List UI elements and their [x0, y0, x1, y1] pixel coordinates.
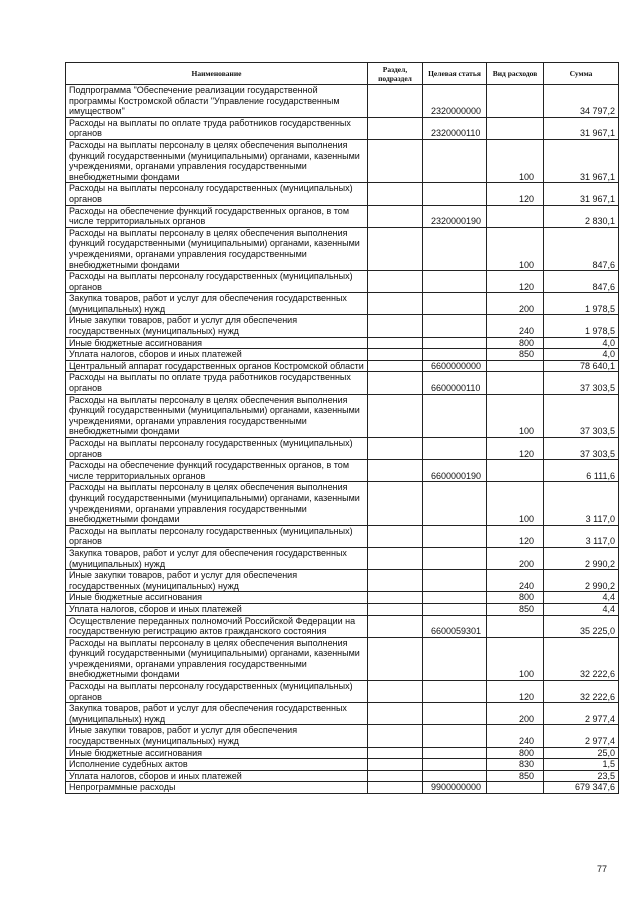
table-row	[66, 117, 619, 139]
table-row	[66, 725, 619, 747]
cell-expense-type: 100	[487, 637, 544, 680]
cell-target-article	[423, 271, 487, 293]
table-row	[66, 460, 619, 482]
cell-razdel	[368, 117, 423, 139]
cell-name: Осуществление переданных полномочий Российской Федерации на государственную регистрацию актов гражданского состояния	[66, 615, 368, 637]
cell-sum: 31 967,1	[544, 183, 619, 205]
cell-sum: 35 225,0	[544, 615, 619, 637]
cell-target-article	[423, 747, 487, 759]
cell-razdel	[368, 637, 423, 680]
cell-sum: 1,5	[544, 759, 619, 771]
cell-razdel	[368, 315, 423, 337]
cell-name: Уплата налогов, сборов и иных платежей	[66, 603, 368, 615]
header-row	[66, 63, 619, 85]
cell-sum: 32 222,6	[544, 637, 619, 680]
cell-razdel	[368, 460, 423, 482]
table-row	[66, 372, 619, 394]
header-razdel: Раздел, подраздел	[368, 63, 423, 85]
budget-table-container	[65, 62, 618, 794]
cell-expense-type	[487, 360, 544, 372]
cell-sum: 6 111,6	[544, 460, 619, 482]
cell-sum: 78 640,1	[544, 360, 619, 372]
table-row	[66, 360, 619, 372]
cell-expense-type: 850	[487, 349, 544, 361]
cell-name: Расходы на выплаты персоналу государственных (муниципальных) органов	[66, 681, 368, 703]
table-row	[66, 603, 619, 615]
cell-target-article	[423, 592, 487, 604]
cell-sum: 25,0	[544, 747, 619, 759]
cell-sum: 2 990,2	[544, 547, 619, 569]
cell-name: Уплата налогов, сборов и иных платежей	[66, 349, 368, 361]
cell-target-article	[423, 547, 487, 569]
cell-target-article	[423, 438, 487, 460]
table-body	[66, 85, 619, 794]
cell-sum: 4,0	[544, 337, 619, 349]
cell-name: Исполнение судебных актов	[66, 759, 368, 771]
table-row	[66, 227, 619, 270]
header-name: Наименование	[66, 63, 368, 85]
cell-sum: 4,4	[544, 603, 619, 615]
cell-sum: 3 117,0	[544, 525, 619, 547]
cell-name: Закупка товаров, работ и услуг для обеспечения государственных (муниципальных) нужд	[66, 293, 368, 315]
cell-razdel	[368, 372, 423, 394]
cell-razdel	[368, 337, 423, 349]
cell-razdel	[368, 85, 423, 118]
table-row	[66, 637, 619, 680]
cell-expense-type: 100	[487, 139, 544, 182]
table-row	[66, 547, 619, 569]
cell-expense-type: 120	[487, 525, 544, 547]
cell-name: Иные бюджетные ассигнования	[66, 337, 368, 349]
cell-expense-type: 100	[487, 227, 544, 270]
cell-razdel	[368, 525, 423, 547]
table-header	[66, 63, 619, 85]
table-row	[66, 315, 619, 337]
cell-target-article	[423, 227, 487, 270]
table-row	[66, 770, 619, 782]
cell-name: Центральный аппарат государственных органов Костромской области	[66, 360, 368, 372]
cell-target-article	[423, 183, 487, 205]
cell-razdel	[368, 570, 423, 592]
cell-expense-type: 240	[487, 315, 544, 337]
cell-expense-type	[487, 85, 544, 118]
cell-target-article	[423, 770, 487, 782]
cell-target-article	[423, 681, 487, 703]
table-row	[66, 570, 619, 592]
cell-sum: 1 978,5	[544, 293, 619, 315]
cell-target-article: 6600059301	[423, 615, 487, 637]
cell-sum: 31 967,1	[544, 117, 619, 139]
table-row	[66, 293, 619, 315]
table-row	[66, 703, 619, 725]
table-row	[66, 747, 619, 759]
cell-target-article	[423, 337, 487, 349]
table-row	[66, 525, 619, 547]
cell-target-article	[423, 637, 487, 680]
cell-sum: 2 977,4	[544, 725, 619, 747]
cell-name: Расходы на выплаты персоналу в целях обеспечения выполнения функций государственными (муниципальными) органами, казенными учреждениями, органами управления государственными внебюджетными фондами	[66, 227, 368, 270]
cell-target-article: 6600000110	[423, 372, 487, 394]
cell-name: Расходы на обеспечение функций государственных органов, в том числе территориальных органов	[66, 205, 368, 227]
table-row	[66, 681, 619, 703]
cell-expense-type	[487, 117, 544, 139]
cell-expense-type: 850	[487, 603, 544, 615]
cell-expense-type: 100	[487, 394, 544, 437]
cell-razdel	[368, 139, 423, 182]
table-row	[66, 85, 619, 118]
cell-target-article: 6600000190	[423, 460, 487, 482]
cell-expense-type: 200	[487, 547, 544, 569]
table-row	[66, 183, 619, 205]
cell-name: Расходы на выплаты персоналу в целях обеспечения выполнения функций государственными (муниципальными) органами, казенными учреждениями, органами управления государственными внебюджетными фондами	[66, 394, 368, 437]
cell-expense-type: 120	[487, 681, 544, 703]
cell-razdel	[368, 205, 423, 227]
cell-sum: 31 967,1	[544, 139, 619, 182]
cell-expense-type: 800	[487, 337, 544, 349]
cell-expense-type: 850	[487, 770, 544, 782]
table-row	[66, 271, 619, 293]
cell-sum: 23,5	[544, 770, 619, 782]
cell-razdel	[368, 592, 423, 604]
cell-name: Расходы на выплаты персоналу в целях обеспечения выполнения функций государственными (муниципальными) органами, казенными учреждениями, органами управления государственными внебюджетными фондами	[66, 139, 368, 182]
cell-name: Расходы на выплаты персоналу государственных (муниципальных) органов	[66, 183, 368, 205]
table-row	[66, 782, 619, 794]
cell-expense-type: 800	[487, 592, 544, 604]
cell-razdel	[368, 725, 423, 747]
cell-name: Иные закупки товаров, работ и услуг для обеспечения государственных (муниципальных) нужд	[66, 725, 368, 747]
table-row	[66, 139, 619, 182]
table-row	[66, 438, 619, 460]
cell-target-article	[423, 759, 487, 771]
cell-sum: 37 303,5	[544, 372, 619, 394]
cell-expense-type: 200	[487, 703, 544, 725]
cell-target-article	[423, 349, 487, 361]
cell-name: Расходы на выплаты персоналу государственных (муниципальных) органов	[66, 271, 368, 293]
cell-target-article	[423, 570, 487, 592]
cell-sum: 3 117,0	[544, 482, 619, 525]
cell-sum: 4,0	[544, 349, 619, 361]
cell-razdel	[368, 703, 423, 725]
cell-target-article	[423, 725, 487, 747]
table-row	[66, 592, 619, 604]
cell-expense-type	[487, 615, 544, 637]
cell-razdel	[368, 603, 423, 615]
cell-razdel	[368, 547, 423, 569]
cell-sum: 37 303,5	[544, 394, 619, 437]
cell-name: Иные бюджетные ассигнования	[66, 747, 368, 759]
cell-name: Иные закупки товаров, работ и услуг для обеспечения государственных (муниципальных) нужд	[66, 570, 368, 592]
cell-expense-type	[487, 460, 544, 482]
cell-sum: 679 347,6	[544, 782, 619, 794]
cell-expense-type	[487, 782, 544, 794]
cell-name: Расходы на выплаты по оплате труда работников государственных органов	[66, 372, 368, 394]
cell-name: Закупка товаров, работ и услуг для обеспечения государственных (муниципальных) нужд	[66, 703, 368, 725]
cell-expense-type: 120	[487, 271, 544, 293]
table-row	[66, 482, 619, 525]
table-row	[66, 615, 619, 637]
cell-razdel	[368, 394, 423, 437]
cell-razdel	[368, 227, 423, 270]
cell-sum: 32 222,6	[544, 681, 619, 703]
cell-name: Иные бюджетные ассигнования	[66, 592, 368, 604]
cell-name: Расходы на выплаты по оплате труда работников государственных органов	[66, 117, 368, 139]
cell-name: Расходы на выплаты персоналу государственных (муниципальных) органов	[66, 438, 368, 460]
table-row	[66, 759, 619, 771]
cell-razdel	[368, 482, 423, 525]
table-row	[66, 337, 619, 349]
cell-sum: 4,4	[544, 592, 619, 604]
cell-expense-type: 800	[487, 747, 544, 759]
cell-target-article	[423, 139, 487, 182]
cell-target-article: 9900000000	[423, 782, 487, 794]
budget-table	[65, 62, 619, 794]
cell-sum: 1 978,5	[544, 315, 619, 337]
cell-razdel	[368, 615, 423, 637]
cell-sum: 847,6	[544, 227, 619, 270]
cell-target-article	[423, 315, 487, 337]
cell-target-article	[423, 603, 487, 615]
cell-target-article	[423, 525, 487, 547]
header-sum: Сумма	[544, 63, 619, 85]
cell-sum: 37 303,5	[544, 438, 619, 460]
cell-name: Расходы на выплаты персоналу в целях обеспечения выполнения функций государственными (муниципальными) органами, казенными учреждениями, органами управления государственными внебюджетными фондами	[66, 482, 368, 525]
cell-sum: 847,6	[544, 271, 619, 293]
cell-expense-type: 100	[487, 482, 544, 525]
cell-sum: 34 797,2	[544, 85, 619, 118]
cell-name: Непрограммные расходы	[66, 782, 368, 794]
cell-expense-type: 200	[487, 293, 544, 315]
cell-target-article: 6600000000	[423, 360, 487, 372]
cell-target-article	[423, 703, 487, 725]
cell-name: Расходы на обеспечение функций государственных органов, в том числе территориальных органов	[66, 460, 368, 482]
header-target-article: Целевая статья	[423, 63, 487, 85]
cell-razdel	[368, 747, 423, 759]
cell-razdel	[368, 293, 423, 315]
cell-razdel	[368, 438, 423, 460]
cell-razdel	[368, 681, 423, 703]
table-row	[66, 394, 619, 437]
page-number: 77	[597, 864, 608, 874]
table-row	[66, 349, 619, 361]
cell-razdel	[368, 349, 423, 361]
cell-target-article	[423, 394, 487, 437]
cell-expense-type: 240	[487, 725, 544, 747]
cell-expense-type: 120	[487, 183, 544, 205]
cell-razdel	[368, 360, 423, 372]
cell-name: Уплата налогов, сборов и иных платежей	[66, 770, 368, 782]
cell-name: Расходы на выплаты персоналу государственных (муниципальных) органов	[66, 525, 368, 547]
cell-target-article	[423, 293, 487, 315]
cell-name: Закупка товаров, работ и услуг для обеспечения государственных (муниципальных) нужд	[66, 547, 368, 569]
cell-expense-type: 120	[487, 438, 544, 460]
cell-expense-type	[487, 372, 544, 394]
cell-razdel	[368, 271, 423, 293]
cell-razdel	[368, 782, 423, 794]
cell-target-article	[423, 482, 487, 525]
cell-expense-type: 240	[487, 570, 544, 592]
cell-sum: 2 977,4	[544, 703, 619, 725]
cell-expense-type: 830	[487, 759, 544, 771]
cell-razdel	[368, 183, 423, 205]
header-expense-type: Вид расходов	[487, 63, 544, 85]
cell-name: Подпрограмма "Обеспечение реализации государственной программы Костромской области "Управление государственным имуществом"	[66, 85, 368, 118]
cell-target-article: 2320000110	[423, 117, 487, 139]
cell-name: Расходы на выплаты персоналу в целях обеспечения выполнения функций государственными (муниципальными) органами, казенными учреждениями, органами управления государственными внебюджетными фондами	[66, 637, 368, 680]
table-row	[66, 205, 619, 227]
cell-target-article: 2320000000	[423, 85, 487, 118]
cell-sum: 2 830,1	[544, 205, 619, 227]
cell-sum: 2 990,2	[544, 570, 619, 592]
cell-expense-type	[487, 205, 544, 227]
cell-razdel	[368, 770, 423, 782]
cell-razdel	[368, 759, 423, 771]
cell-target-article: 2320000190	[423, 205, 487, 227]
cell-name: Иные закупки товаров, работ и услуг для обеспечения государственных (муниципальных) нужд	[66, 315, 368, 337]
